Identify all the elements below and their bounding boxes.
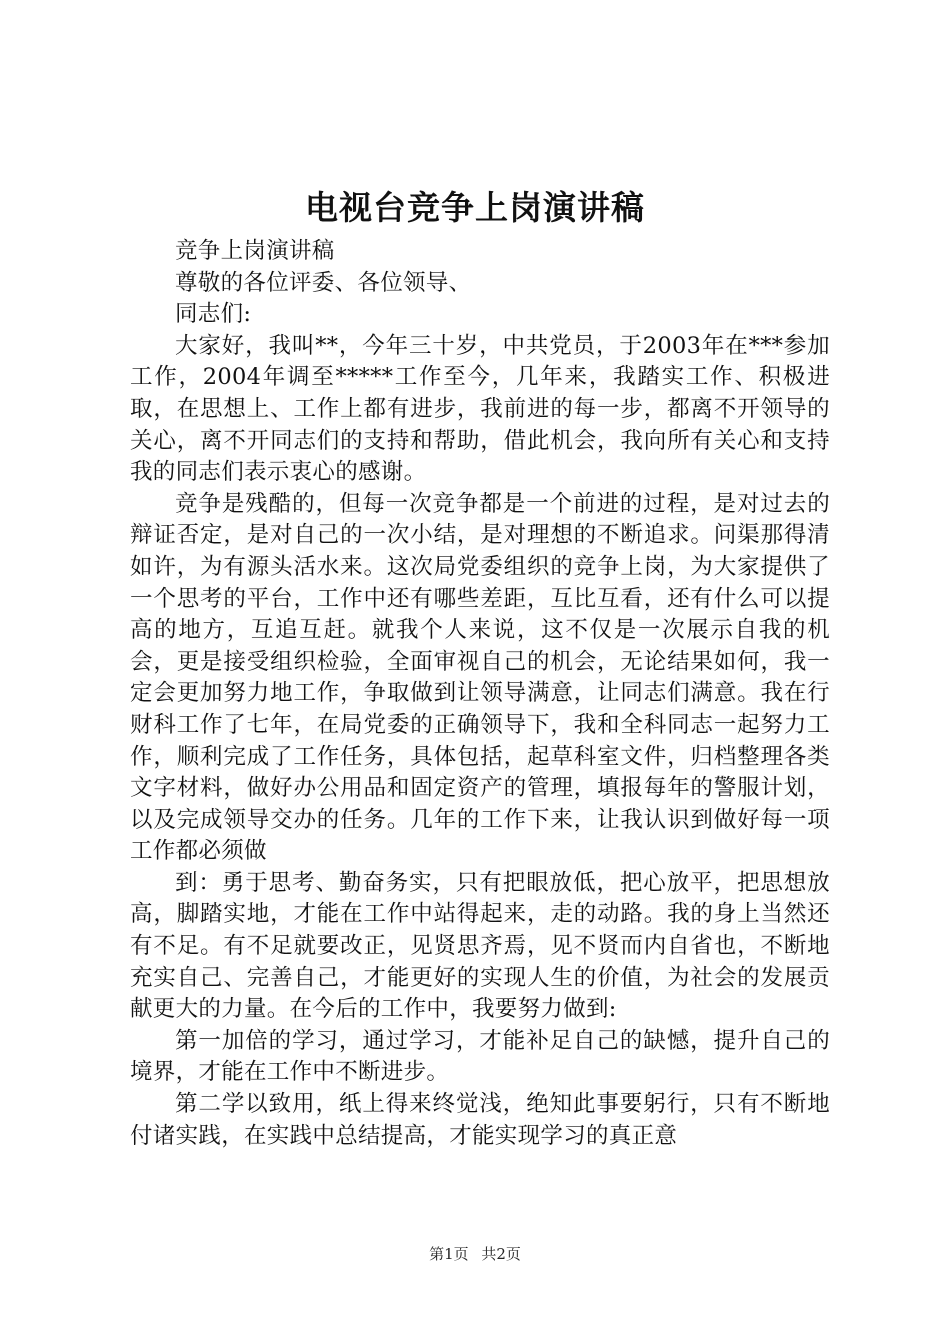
- document-title: 电视台竞争上岗演讲稿: [305, 188, 645, 227]
- paragraph: 到：勇于思考、勤奋务实，只有把眼放低，把心放平，把思想放高，脚踏实地，才能在工作中站得起来，走的动路。我的身上当然还有不足。有不足就要改正，见贤思齐焉，见不贤而内自省也，不断地充实自己、完善自己，才能更好的实现人生的价值，为社会的发展贡献更大的力量。在今后的工作中，我要努力做到:: [130, 869, 830, 1023]
- paragraph: 尊敬的各位评委、各位领导、: [175, 269, 472, 296]
- paragraph: 大家好，我叫**，今年三十岁，中共党员，于2003年在***参加工作，2004年调至*****工作至今，几年来，我踏实工作、积极进取，在思想上、工作上都有进步，我前进的每一步，都离不开领导的关心，离不开同志们的支持和帮助，借此机会，我向所有关心和支持我的同志们表示衷心的感谢。: [130, 332, 830, 486]
- page-number: 第1页: [429, 1245, 469, 1263]
- paragraph: 第二学以致用，纸上得来终觉浅，绝知此事要躬行，只有不断地付诸实践，在实践中总结提高，才能实现学习的真正意: [130, 1091, 830, 1149]
- paragraph: 第一加倍的学习，通过学习，才能补足自己的缺憾，提升自己的境界，才能在工作中不断进步。: [130, 1027, 830, 1086]
- document-body: [130, 236, 830, 1152]
- page-total: 共2页: [481, 1245, 521, 1263]
- page-footer: [0, 1244, 950, 1264]
- paragraph: 同志们:: [175, 301, 252, 328]
- paragraph: 竞争上岗演讲稿: [175, 238, 335, 264]
- paragraph: 竞争是残酷的，但每一次竞争都是一个前进的过程，是对过去的辩证否定，是对自己的一次小结，是对理想的不断追求。问渠那得清如许，为有源头活水来。这次局党委组织的竞争上岗，为大家提供了一个思考的平台，工作中还有哪些差距，互比互看，还有什么可以提高的地方，互追互赶。就我个人来说，这不仅是一次展示自我的机会，更是接受组织检验，全面审视自己的机会，无论结果如何，我一定会更加努力地工作，争取做到让领导满意，让同志们满意。我在行财科工作了七年，在局党委的正确领导下，我和全科同志一起努力工作，顺利完成了工作任务，具体包括，起草科室文件，归档整理各类文字材料，做好办公用品和固定资产的管理，填报每年的警服计划，以及完成领导交办的任务。几年的工作下来，让我认识到做好每一项工作都必须做: [130, 490, 830, 865]
